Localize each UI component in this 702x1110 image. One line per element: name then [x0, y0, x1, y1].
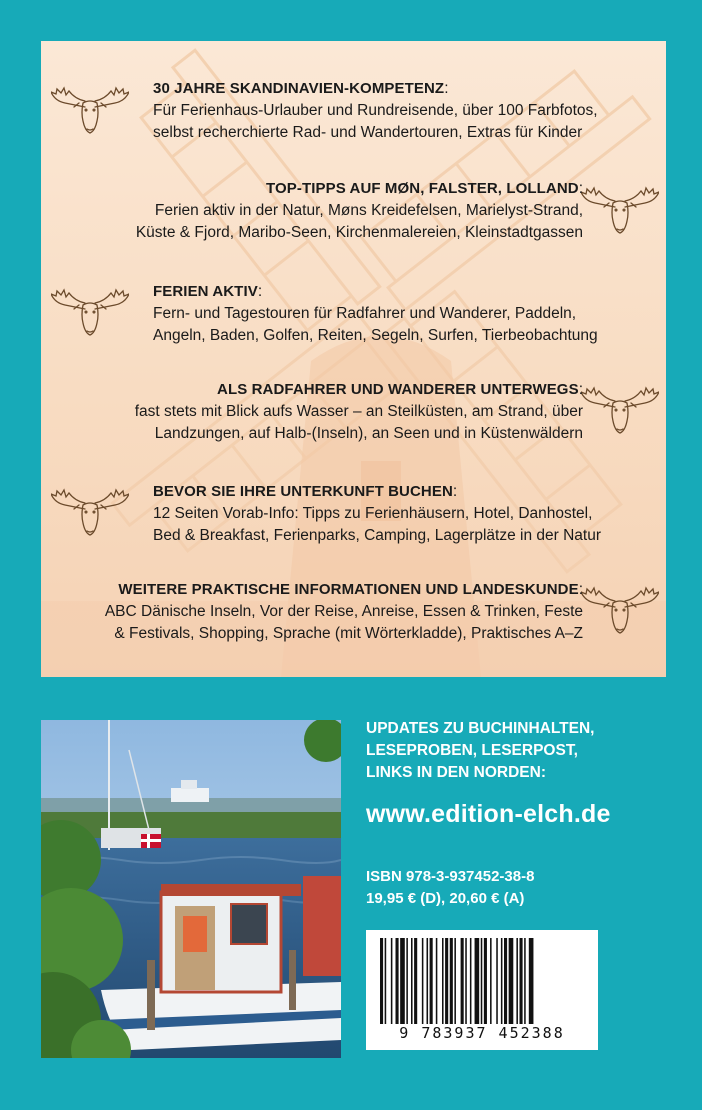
isbn-number: ISBN 978-3-937452-38-8 — [366, 868, 535, 885]
feature-block: WEITERE PRAKTISCHE INFORMATIONEN UND LANDESKUNDE: ABC Dänische Inseln, Vor der Reise, Anreise, Essen & Trinken, Feste & Festivals, Shopping, Sprache (mit Wörterkladde), Praktisches A–Z — [49, 579, 583, 645]
feature-block: TOP-TIPPS AUF MØN, FALSTER, LOLLAND: Ferien aktiv in der Natur, Møns Kreidefelsen, Marielyst-Strand, Küste & Fjord, Maribo-Seen, Kirchenmalereien, Kleinstadtgassen — [49, 178, 583, 244]
feature-line: Angeln, Baden, Golfen, Reiten, Segeln, Surfen, Tierbeobachtung — [153, 327, 598, 344]
feature-line: & Festivals, Shopping, Sprache (mit Wörterkladde), Praktisches A–Z — [114, 625, 583, 642]
feature-heading: 30 JAHRE SKANDINAVIEN-KOMPETENZ — [153, 80, 445, 97]
barcode — [366, 930, 598, 1050]
feature-heading: TOP-TIPPS AUF MØN, FALSTER, LOLLAND — [266, 180, 579, 197]
updates-line: LINKS IN DEN NORDEN: — [366, 764, 546, 781]
feature-heading: WEITERE PRAKTISCHE INFORMATIONEN UND LANDESKUNDE — [118, 581, 579, 598]
feature-line: Fern- und Tagestouren für Radfahrer und Wanderer, Paddeln, — [153, 305, 577, 322]
website-link[interactable]: www.edition-elch.de — [366, 800, 611, 828]
feature-line: ABC Dänische Inseln, Vor der Reise, Anreise, Essen & Trinken, Feste — [104, 603, 583, 620]
feature-line: Ferien aktiv in der Natur, Møns Kreidefelsen, Marielyst-Strand, — [154, 202, 583, 219]
feature-heading: FERIEN AKTIV — [153, 283, 258, 300]
feature-line: Für Ferienhaus-Urlauber und Rundreisende, über 100 Farbfotos, — [153, 102, 598, 119]
moose-head-icon — [51, 281, 129, 339]
isbn-info — [366, 866, 534, 910]
feature-line: selbst recherchierte Rad- und Wandertouren, Extras für Kinder — [153, 124, 583, 141]
feature-line: Küste & Fjord, Maribo-Seen, Kirchenmalereien, Kleinstadtgassen — [135, 224, 583, 241]
harbor-photo — [41, 720, 341, 1058]
feature-block: ALS RADFAHRER UND WANDERER UNTERWEGS: fast stets mit Blick aufs Wasser – an Steilküsten, am Strand, über Landzungen, auf Halb-(Inseln), an Seen und in Küstenwäldern — [49, 379, 583, 445]
feature-panel — [41, 41, 666, 677]
updates-line: UPDATES ZU BUCHINHALTEN, — [366, 720, 595, 737]
feature-heading: BEVOR SIE IHRE UNTERKUNFT BUCHEN — [153, 483, 453, 500]
feature-block: FERIEN AKTIV: Fern- und Tagestouren für Radfahrer und Wanderer, Paddeln, Angeln, Baden, Golfen, Reiten, Segeln, Surfen, Tierbeobachtung — [153, 281, 663, 347]
feature-line: Bed & Breakfast, Ferienparks, Camping, Lagerplätze in der Natur — [153, 527, 602, 544]
feature-heading: ALS RADFAHRER UND WANDERER UNTERWEGS — [217, 381, 579, 398]
feature-line: 12 Seiten Vorab-Info: Tipps zu Ferienhäusern, Hotel, Danhostel, — [153, 505, 593, 522]
barcode-digits: 9 783937 452388 — [399, 1024, 565, 1042]
moose-head-icon — [51, 79, 129, 137]
moose-head-icon — [581, 379, 659, 437]
feature-block: 30 JAHRE SKANDINAVIEN-KOMPETENZ: Für Ferienhaus-Urlauber und Rundreisende, über 100 Farbfotos, selbst recherchierte Rad- und Wandertouren, Extras für Kinder — [153, 78, 663, 144]
price: 19,95 € (D), 20,60 € (A) — [366, 890, 525, 907]
updates-line: LESEPROBEN, LESERPOST, — [366, 742, 578, 759]
moose-head-icon — [581, 179, 659, 237]
feature-block: BEVOR SIE IHRE UNTERKUNFT BUCHEN: 12 Seiten Vorab-Info: Tipps zu Ferienhäusern, Hotel, Danhostel, Bed & Breakfast, Ferienparks, Camping, Lagerplätze in der Natur — [153, 481, 663, 547]
feature-line: Landzungen, auf Halb-(Inseln), an Seen und in Küstenwäldern — [154, 425, 583, 442]
moose-head-icon — [581, 579, 659, 637]
updates-text — [366, 718, 594, 784]
feature-line: fast stets mit Blick aufs Wasser – an Steilküsten, am Strand, über — [134, 403, 583, 420]
moose-head-icon — [51, 481, 129, 539]
